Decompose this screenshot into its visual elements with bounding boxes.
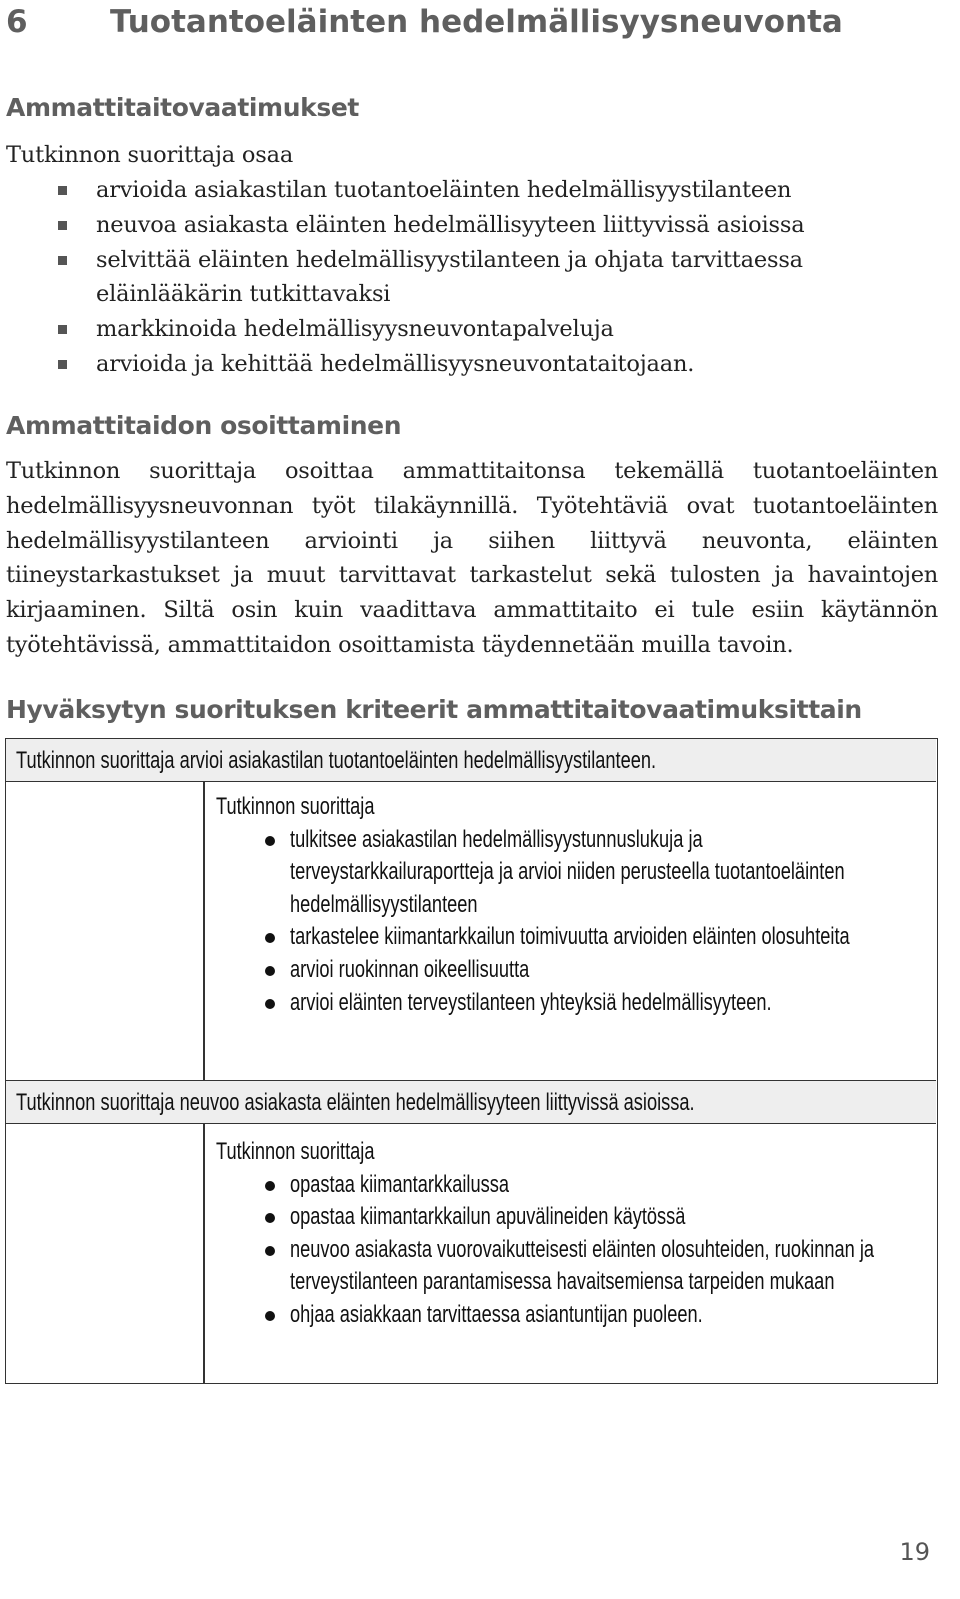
- criteria-cell: [216, 791, 916, 1019]
- criteria-heading: Hyväksytyn suorituksen kriteerit ammattitaitovaatimuksittain: [6, 695, 862, 724]
- competence-heading: Ammattitaitovaatimukset: [6, 93, 359, 122]
- bullet-icon: [265, 1181, 275, 1191]
- requirement-text: arvioida asiakastilan tuotantoeläinten hedelmällisyystilanteen: [96, 177, 792, 203]
- criteria-text: opastaa kiimantarkkailussa: [290, 1170, 509, 1198]
- column-divider: [203, 782, 205, 1080]
- criteria-cell: [216, 1136, 916, 1332]
- requirement-item: [96, 208, 916, 243]
- criteria-list: [290, 1169, 890, 1332]
- criteria-item: [290, 987, 890, 1020]
- bullet-icon: [265, 999, 275, 1009]
- bullet-icon: [265, 966, 275, 976]
- bullet-icon: [265, 836, 275, 846]
- square-bullet-icon: [58, 221, 67, 230]
- criteria-text: tulkitsee asiakastilan hedelmällisyystunnuslukuja ja terveystarkkailuraportteja ja arvioi niiden perusteella tuotantoeläinten hedelmällisyystilanteen: [290, 825, 845, 918]
- criteria-header-text: Tutkinnon suorittaja arvioi asiakastilan tuotantoeläinten hedelmällisyystilanteen.: [16, 747, 657, 774]
- requirement-text: markkinoida hedelmällisyysneuvontapalveluja: [96, 316, 614, 343]
- criteria-lead: Tutkinnon suorittaja: [216, 1138, 375, 1165]
- criteria-text: neuvoo asiakasta vuorovaikutteisesti eläinten olosuhteiden, ruokinnan ja terveystilanteen parantamisessa havaitsemiensa tarpeiden mukaan: [290, 1235, 875, 1296]
- chapter-title: Tuotantoeläinten hedelmällisyysneuvonta: [110, 4, 843, 40]
- demonstration-paragraph: Tutkinnon suorittaja osoittaa ammattitaitonsa tekemällä tuotantoeläinten hedelmällisyysneuvonnan työt tilakäynnillä. Työtehtäviä ovat tuotantoeläinten hedelmällisyystilanteen arviointi ja siihen liittyvä neuvonta, eläinten tiineystarkastukset ja muut tarvittavat tarkastelut sekä tulosten ja havaintojen kirjaaminen. Siltä osin kuin vaadittava ammattitaito ei tule esiin käytännön työtehtävissä, ammattitaidon osoittamista täydennetään muilla tavoin.: [6, 458, 938, 658]
- chapter-heading: [6, 2, 946, 46]
- bullet-icon: [265, 1213, 275, 1223]
- criteria-item: [290, 1234, 890, 1299]
- bullet-icon: [265, 1311, 275, 1321]
- criteria-item: [290, 1201, 890, 1234]
- criteria-lead: Tutkinnon suorittaja: [216, 793, 375, 820]
- page-number: 19: [899, 1538, 930, 1566]
- square-bullet-icon: [58, 360, 67, 369]
- competence-intro: Tutkinnon suorittaja osaa: [6, 142, 294, 168]
- criteria-item: [290, 954, 890, 987]
- criteria-text: arvioi eläinten terveystilanteen yhteyksiä hedelmällisyyteen.: [290, 988, 772, 1016]
- demonstration-heading: Ammattitaidon osoittaminen: [6, 411, 402, 440]
- requirement-item: [96, 312, 916, 347]
- square-bullet-icon: [58, 186, 67, 195]
- requirement-text: selvittää eläinten hedelmällisyystilanteen ja ohjata tarvittaessa eläinlääkärin tutkittavaksi: [96, 246, 803, 308]
- requirements-list: [96, 173, 916, 382]
- bullet-icon: [265, 933, 275, 943]
- criteria-text: ohjaa asiakkaan tarvittaessa asiantuntijan puoleen.: [290, 1300, 703, 1328]
- criteria-item: [290, 1169, 890, 1202]
- criteria-item: [290, 921, 890, 954]
- square-bullet-icon: [58, 325, 67, 334]
- criteria-item: [290, 1299, 890, 1332]
- criteria-text: arvioi ruokinnan oikeellisuutta: [290, 955, 530, 983]
- criteria-item: [290, 824, 890, 922]
- criteria-text: tarkastelee kiimantarkkailun toimivuutta arvioiden eläinten olosuhteita: [290, 923, 850, 951]
- criteria-list: [290, 824, 890, 1020]
- criteria-table: [5, 738, 938, 1384]
- requirement-text: neuvoa asiakasta eläinten hedelmällisyyteen liittyvissä asioissa: [96, 211, 805, 238]
- requirement-item: [96, 173, 916, 208]
- requirement-text: arvioida ja kehittää hedelmällisyysneuvontataitojaan.: [96, 350, 695, 377]
- criteria-text: opastaa kiimantarkkailun apuvälineiden käytössä: [290, 1203, 686, 1231]
- criteria-row-header: [6, 1080, 936, 1124]
- bullet-icon: [265, 1246, 275, 1256]
- requirement-item: [96, 347, 916, 382]
- criteria-row-header: [6, 739, 936, 782]
- requirement-item: [96, 243, 916, 313]
- column-divider: [203, 1124, 205, 1383]
- square-bullet-icon: [58, 256, 67, 265]
- criteria-header-text: Tutkinnon suorittaja neuvoo asiakasta eläinten hedelmällisyyteen liittyvissä asioissa.: [16, 1089, 695, 1116]
- chapter-number: 6: [6, 4, 28, 40]
